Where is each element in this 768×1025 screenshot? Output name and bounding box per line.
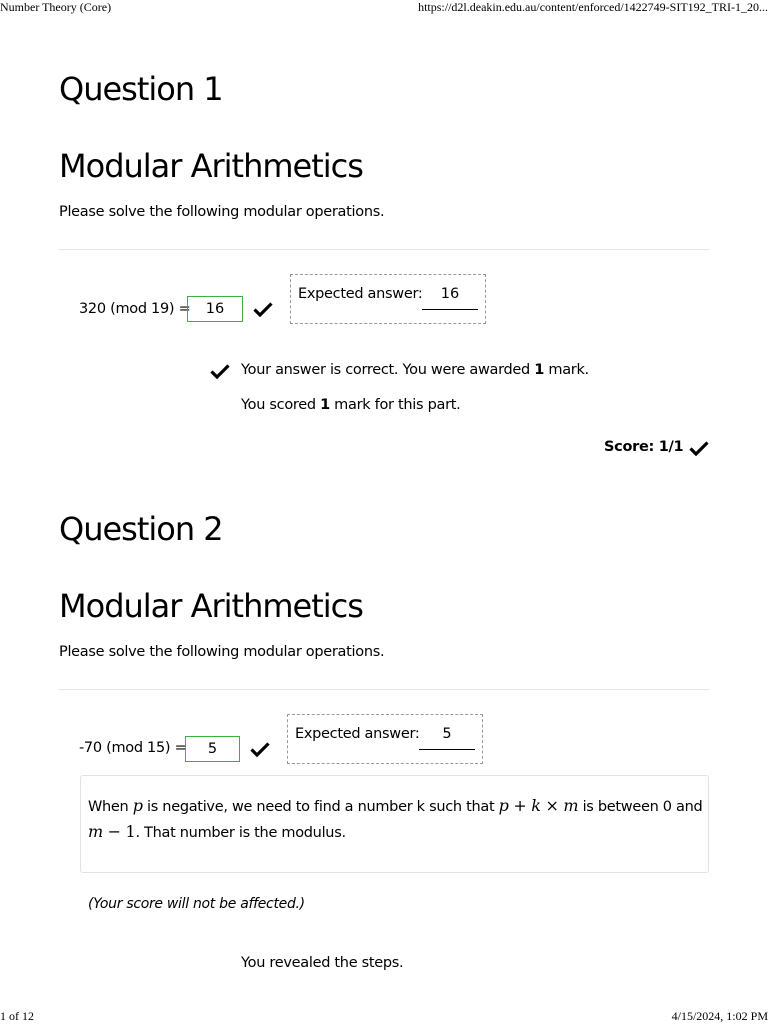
question-2-title: Modular Arithmetics bbox=[59, 587, 363, 625]
question-1-expression: 320 (mod 19) = bbox=[79, 301, 191, 317]
math-m: m bbox=[88, 822, 103, 841]
check-mark-icon bbox=[253, 301, 273, 317]
document-url: https://d2l.deakin.edu.au/content/enforced/1422749-SIT192_TRI-1_20... bbox=[418, 0, 768, 14]
question-1-score: Score: 1/1 bbox=[604, 439, 684, 455]
check-mark-icon bbox=[210, 363, 230, 379]
print-datetime: 4/15/2024, 1:02 PM bbox=[671, 1009, 768, 1023]
question-2-answer-input[interactable]: 5 bbox=[185, 736, 240, 762]
score-note: (Your score will not be affected.) bbox=[88, 896, 305, 912]
question-2-expected-value: 5 bbox=[419, 726, 475, 750]
question-1-answer-input[interactable]: 16 bbox=[187, 296, 243, 322]
scored-marks: 1 bbox=[320, 397, 330, 413]
feedback-text: Your answer is correct. You were awarded bbox=[241, 362, 535, 378]
question-2-number: Question 2 bbox=[59, 510, 223, 548]
document-title: Number Theory (Core) bbox=[0, 0, 112, 14]
question-1-title: Modular Arithmetics bbox=[59, 147, 363, 185]
question-1-part-score bbox=[241, 397, 460, 413]
steps-text: When bbox=[88, 799, 133, 815]
feedback-marks: 1 bbox=[534, 362, 545, 378]
question-1-divider bbox=[59, 249, 709, 250]
math-p: p bbox=[498, 796, 509, 815]
question-2-divider bbox=[59, 689, 709, 690]
math-p: p bbox=[132, 796, 143, 815]
question-2-expected-label: Expected answer: bbox=[295, 726, 420, 742]
question-1-expected-value: 16 bbox=[422, 286, 478, 310]
question-1-expected-label: Expected answer: bbox=[298, 286, 423, 302]
math-k: k bbox=[531, 796, 541, 815]
check-mark-icon bbox=[689, 440, 709, 456]
question-1-number: Question 1 bbox=[59, 70, 223, 108]
math-minus-one: − 1 bbox=[102, 822, 136, 841]
print-footer bbox=[0, 1009, 768, 1025]
print-header bbox=[0, 0, 768, 16]
steps-revealed-message: You revealed the steps. bbox=[241, 955, 404, 971]
steps-text: is between 0 and bbox=[578, 799, 703, 815]
math-times: × bbox=[540, 796, 564, 815]
feedback-text-end: mark. bbox=[544, 362, 589, 378]
scored-text: You scored bbox=[241, 397, 321, 413]
question-2-prompt: Please solve the following modular operations. bbox=[59, 644, 385, 660]
math-m: m bbox=[563, 796, 579, 815]
scored-text-end: mark for this part. bbox=[329, 397, 461, 413]
steps-line-1 bbox=[88, 796, 702, 815]
steps-text: is negative, we need to find a number k such that bbox=[142, 799, 499, 815]
steps-text: . That number is the modulus. bbox=[135, 825, 346, 841]
check-mark-icon bbox=[250, 741, 270, 757]
question-1-feedback bbox=[241, 362, 589, 378]
question-1-prompt: Please solve the following modular operations. bbox=[59, 204, 385, 220]
question-2-expression: -70 (mod 15) = bbox=[79, 740, 187, 756]
page-count: 1 of 12 bbox=[0, 1009, 34, 1023]
math-plus: + bbox=[508, 796, 532, 815]
steps-line-2 bbox=[88, 822, 346, 841]
